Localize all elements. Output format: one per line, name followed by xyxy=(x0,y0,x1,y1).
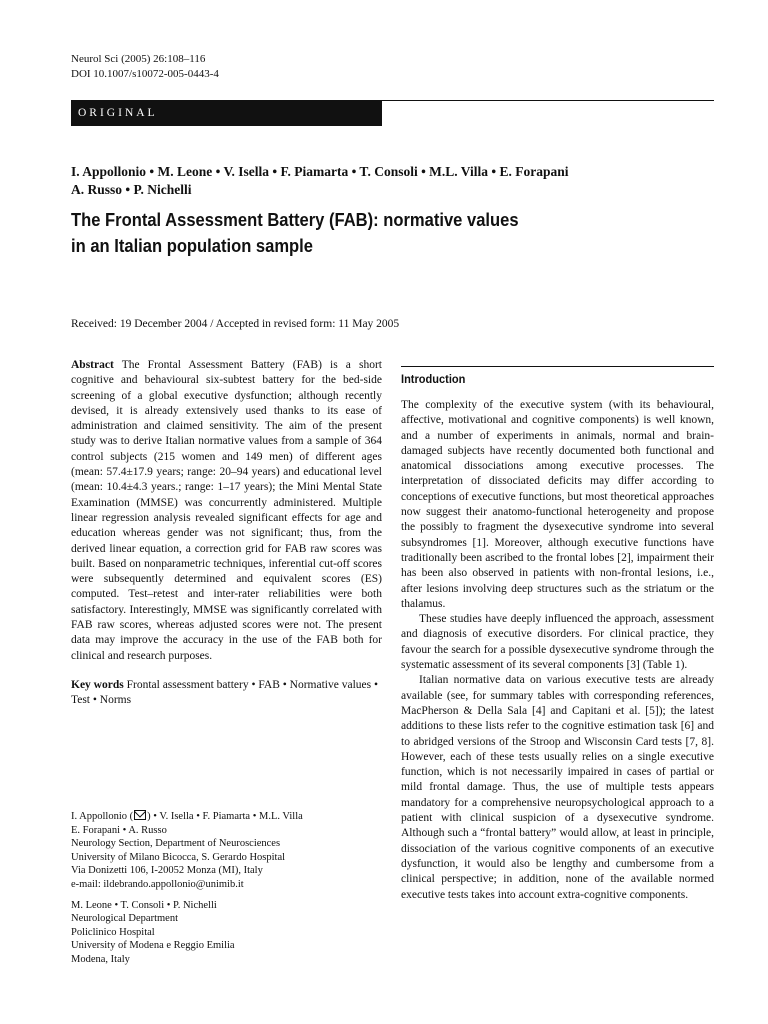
section-rule xyxy=(401,366,714,367)
journal-reference xyxy=(71,52,219,82)
abstract-label: Abstract xyxy=(71,359,114,371)
affiliation-line xyxy=(71,810,382,824)
affiliation-line: Via Donizetti 106, I-20052 Monza (MI), Italy xyxy=(71,865,263,877)
author-names: ) • V. Isella • F. Piamarta • M.L. Villa xyxy=(147,811,303,822)
affiliation-line: Policlinico Hospital xyxy=(71,926,155,938)
keywords-text: Frontal assessment battery • FAB • Normative values • Test • Norms xyxy=(71,678,378,707)
left-column xyxy=(71,358,382,709)
author-name: I. Appollonio ( xyxy=(71,811,134,822)
right-column xyxy=(401,398,714,903)
paper-title xyxy=(71,207,641,259)
author-line: I. Appollonio • M. Leone • V. Isella • F. Piamarta • T. Consoli • M.L. Villa • E. Forapani xyxy=(71,164,569,179)
abstract xyxy=(71,358,382,664)
keywords xyxy=(71,678,382,709)
body-paragraph: Italian normative data on various executive tests are already available (see, for summary tables with corresponding references, MacPherson & Della Sala [4] and Capitani et al. [5]); the latest additions to these lists refer to the cognitive estimation task [6] and to abridged versions of the Stroop and Wisconsin Card tests [7, 8]. However, each of these tests usually relies on a single executive function, which is not necessarily impaired in cases of partial or mild frontal damage. Thus, the use of multiple tests appears mandatory for a comprehensive neuropsychological approach to a patient with clinical suspicion of a dysexecutive syndrome. Although such a “frontal battery” would allow, at least in principle, dissociation of the various cognitive components of an executive dysfunction, it would also be lengthy and cumbersome from a clinical perspective; in addition, none of the available normed executive tests takes into account extra-cognitive components. xyxy=(401,674,714,901)
author-line: A. Russo • P. Nichelli xyxy=(71,182,192,197)
affiliation-line: E. Forapani • A. Russo xyxy=(71,824,167,836)
abstract-text: The Frontal Assessment Battery (FAB) is a short cognitive and behavioural six-subtest battery for the bed-side screening of a global executive dysfunction; although recently devised, it is already extensively used thanks to its ease of administration and claimed sensitivity. The aim of the present study was to derive Italian normative values from a sample of 364 control subjects (215 women and 149 men) of different ages (mean: 57.4±17.9 years; range: 20–94 years) and educational level (mean: 10.4±4.3 years.; range: 1–17 years); the Mini Mental State Examination (MMSE) was concurrently administered. Multiple linear regression analysis revealed significant effects for age and education whereas gender was not significant; thus, from the derived linear equation, a correction grid for FAB raw scores was built. Based on nonparametric techniques, inferential cut-off scores were subsequently determined and equivalent scores (ES) computed. Test–retest and inter-rater reliabilities were both satisfactory. Interestingly, MMSE was significantly correlated with FAB raw scores, whereas adjusted scores were not. The present data may improve the accuracy in the use of the FAB both for clinical and research purposes. xyxy=(71,359,382,662)
header-rule xyxy=(382,100,714,101)
introduction-heading: Introduction xyxy=(401,372,466,386)
envelope-icon xyxy=(134,810,146,820)
affiliation-spacer xyxy=(71,892,382,899)
body-paragraph: These studies have deeply influenced the approach, assessment and diagnosis of executive disorders. For clinical practice, they favour the search for a possible dysexecutive syndrome through the systematic assessment of its several components [3] (Table 1). xyxy=(401,613,714,672)
affiliation-line: University of Milano Bicocca, S. Gerardo Hospital xyxy=(71,851,286,863)
affiliations xyxy=(71,810,382,967)
journal-citation: Neurol Sci (2005) 26:108–116 xyxy=(71,53,206,65)
affiliation-line: M. Leone • T. Consoli • P. Nichelli xyxy=(71,899,217,911)
received-dates: Received: 19 December 2004 / Accepted in revised form: 11 May 2005 xyxy=(71,318,400,330)
affiliation-line: University of Modena e Reggio Emilia xyxy=(71,940,235,952)
affiliation-line: Neurological Department xyxy=(71,913,178,925)
affiliation-line: Modena, Italy xyxy=(71,953,130,965)
author-list xyxy=(71,163,721,199)
title-line: The Frontal Assessment Battery (FAB): normative values xyxy=(71,210,519,230)
contact-email[interactable]: e-mail: ildebrando.appollonio@unimib.it xyxy=(71,878,244,890)
keywords-label: Key words xyxy=(71,678,124,691)
section-label-bar: ORIGINAL xyxy=(71,100,382,126)
title-line: in an Italian population sample xyxy=(71,236,313,256)
journal-doi: DOI 10.1007/s10072-005-0443-4 xyxy=(71,68,219,80)
affiliation-line: Neurology Section, Department of Neurosciences xyxy=(71,838,281,850)
body-paragraph: The complexity of the executive system (with its behavioural, affective, motivational and cognitive components) is well known, and a number of experiments in animals, normal and brain-damaged subjects have recently documented both functional and anatomical dissociations among executive processes. The interpretation of dissociated deficits may differ according to conceptions of executive functions, but most theoretical approaches now suggest their anatomo-functional heterogeneity and propose the possibly to fragment the dysexecutive syndrome into several subsyndromes [1]. Moreover, although executive functions have traditionally been ascribed to the frontal lobes [2], impairment their has been also observed in patients with non-frontal lesions, i.e., after lesions involving deep structures such as the striatum or the thalamus. xyxy=(401,399,714,610)
